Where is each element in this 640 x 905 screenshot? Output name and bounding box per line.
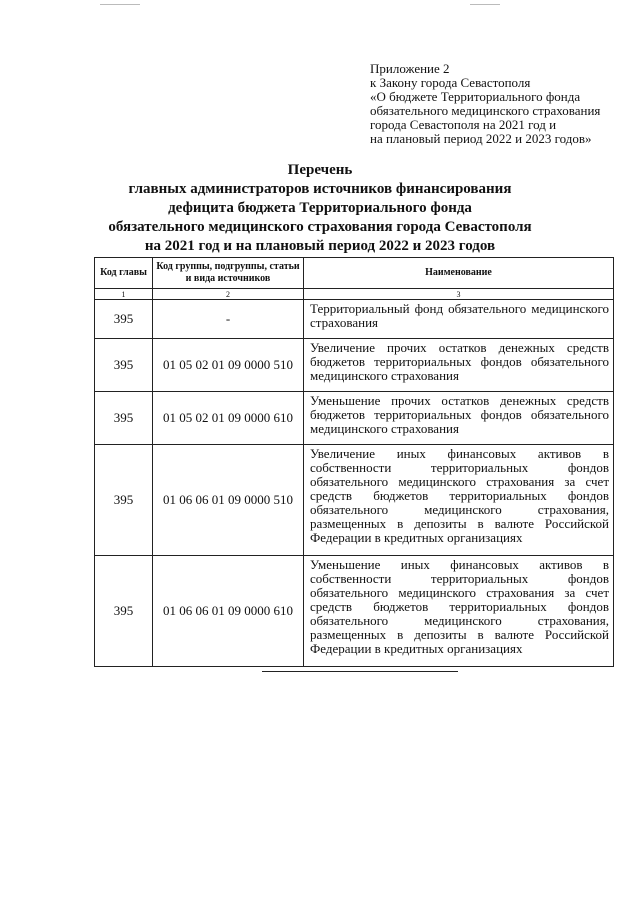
source-code-cell: -: [153, 300, 304, 339]
column-number: 2: [153, 289, 304, 300]
table-row: [95, 300, 614, 339]
name-cell: Увеличение иных финансовых активов в собственности территориальных фондов обязательного медицинского страхования за счет средств бюджетов территориальных фондов обязательного медицинского страхования, размещенных в депозиты в валюте Российской Федерации в кредитных организациях: [304, 445, 614, 556]
header-source-code: Код группы, подгруппы, статьи и вида источников: [153, 258, 304, 289]
appendix-line: на плановый период 2022 и 2023 годов»: [370, 131, 592, 146]
scan-artifact: [100, 4, 140, 5]
table-header-row: [95, 258, 614, 289]
appendix-line: к Закону города Севастополя: [370, 75, 531, 90]
table-row: [95, 445, 614, 556]
appendix-line: города Севастополя на 2021 год и: [370, 117, 557, 132]
source-code-cell: 01 06 06 01 09 0000 610: [153, 556, 304, 667]
chapter-code-cell: 395: [95, 556, 153, 667]
document-title: [0, 161, 640, 256]
title-line: главных администраторов источников финансирования: [128, 181, 512, 197]
title-line: дефицита бюджета Территориального фонда: [168, 200, 472, 216]
appendix-line: «О бюджете Территориального фонда: [370, 89, 581, 104]
scan-artifact: [470, 4, 500, 5]
table-row: [95, 556, 614, 667]
title-line: Перечень: [287, 162, 353, 178]
title-line: на 2021 год и на плановый период 2022 и 2023 годов: [144, 238, 496, 254]
source-code-cell: 01 06 06 01 09 0000 510: [153, 445, 304, 556]
title-line: обязательного медицинского страхования города Севастополя: [108, 219, 532, 235]
chapter-code-cell: 395: [95, 392, 153, 445]
appendix-line: обязательного медицинского страхования: [370, 103, 601, 118]
chapter-code-cell: 395: [95, 339, 153, 392]
table-row: [95, 392, 614, 445]
source-code-cell: 01 05 02 01 09 0000 510: [153, 339, 304, 392]
name-cell: Уменьшение иных финансовых активов в собственности территориальных фондов обязательного медицинского страхования за счет средств бюджетов территориальных фондов обязательного медицинского страхования, размещенных в депозиты в валюте Российской Федерации в кредитных организациях: [304, 556, 614, 667]
chapter-code-cell: 395: [95, 300, 153, 339]
chapter-code-cell: 395: [95, 445, 153, 556]
header-name: Наименование: [304, 258, 614, 289]
administrators-table: [94, 257, 614, 667]
name-cell: Территориальный фонд обязательного медицинского страхования: [304, 300, 614, 339]
table-row: [95, 339, 614, 392]
column-number-row: [95, 289, 614, 300]
source-code-cell: 01 05 02 01 09 0000 610: [153, 392, 304, 445]
name-cell: Уменьшение прочих остатков денежных средств бюджетов территориальных фондов обязательного медицинского страхования: [304, 392, 614, 445]
header-chapter-code: Код главы: [95, 258, 153, 289]
column-number: 1: [95, 289, 153, 300]
name-cell: Увеличение прочих остатков денежных средств бюджетов территориальных фондов обязательного медицинского страхования: [304, 339, 614, 392]
appendix-note: [370, 62, 632, 146]
appendix-line: Приложение 2: [370, 61, 450, 76]
column-number: 3: [304, 289, 614, 300]
end-rule: [262, 671, 458, 672]
